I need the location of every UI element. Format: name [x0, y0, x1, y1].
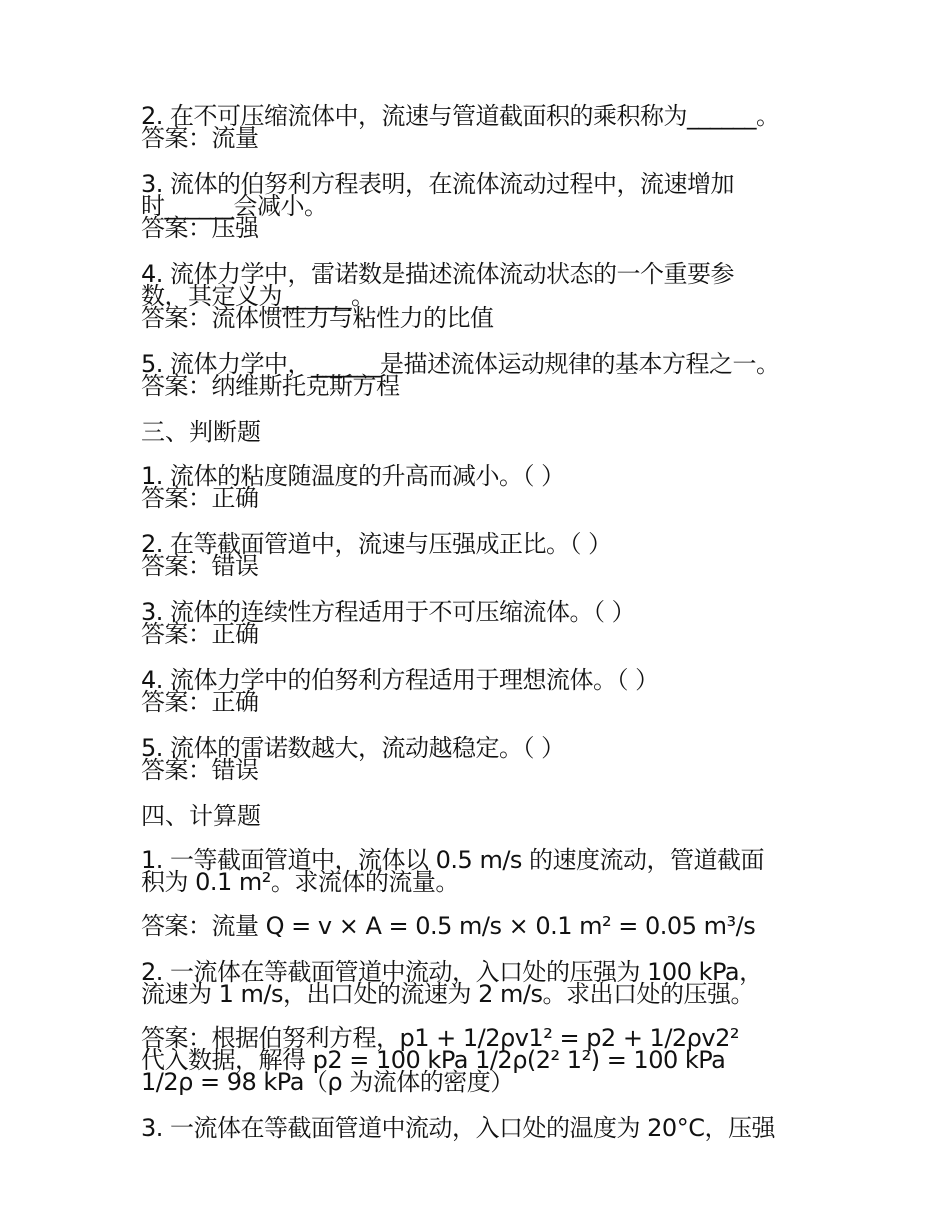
answer-text: 答案：纳维斯托克斯方程: [141, 372, 400, 400]
answer-text: 答案：流量 Q = v × A = 0.5 m/s × 0.1 m² = 0.05 m³/s: [141, 912, 756, 940]
calc-answer-1: [141, 914, 821, 938]
judge-item-4: [141, 668, 821, 714]
question-text: 2. 一流体在等截面管道中流动，入口处的压强为 100 kPa，: [141, 958, 763, 986]
question-text: 积为 0.1 m²。求流体的流量。: [141, 868, 459, 896]
answer-text: 答案：根据伯努利方程，p1 + 1/2ρv1² = p2 + 1/2ρv2²: [141, 1024, 740, 1052]
section-heading-calc: 四、计算题: [141, 802, 261, 830]
fill-item-4: [141, 262, 821, 330]
document-page: [141, 104, 821, 1162]
answer-text: 答案：正确: [141, 484, 259, 512]
calc-question-1: [141, 848, 821, 894]
fill-item-5: [141, 352, 821, 398]
question-text: 2. 在不可压缩流体中，流速与管道截面积的乘积称为______。: [141, 102, 780, 130]
question-text: 4. 流体力学中，雷诺数是描述流体流动状态的一个重要参: [141, 260, 735, 288]
question-text: 时______会减小。: [141, 192, 328, 220]
question-text: 3. 一流体在等截面管道中流动，入口处的温度为 20°C，压强: [141, 1114, 775, 1142]
question-text: 1. 一等截面管道中，流体以 0.5 m/s 的速度流动，管道截面: [141, 846, 765, 874]
calc-question-2: [141, 960, 821, 1006]
answer-text: 答案：压强: [141, 214, 259, 242]
question-text: 数，其定义为______。: [141, 282, 375, 310]
question-text: 4. 流体力学中的伯努利方程适用于理想流体。（ ）: [141, 666, 659, 694]
answer-text: 代入数据，解得 p2 = 100 kPa 1/2ρ(2² 1²) = 100 kPa: [141, 1046, 726, 1074]
judge-item-3: [141, 600, 821, 646]
answer-text: 答案：流量: [141, 124, 259, 152]
question-text: 2. 在等截面管道中，流速与压强成正比。（ ）: [141, 530, 612, 558]
judge-item-1: [141, 464, 821, 510]
calc-answer-2: [141, 1026, 821, 1094]
answer-text: 答案：流体惯性力与粘性力的比值: [141, 304, 494, 332]
answer-text: 1/2ρ = 98 kPa（ρ 为流体的密度）: [141, 1068, 514, 1096]
answer-text: 答案：正确: [141, 688, 259, 716]
answer-text: 答案：正确: [141, 620, 259, 648]
section-heading-judge: 三、判断题: [141, 418, 261, 446]
question-text: 1. 流体的粘度随温度的升高而减小。（ ）: [141, 462, 565, 490]
fill-item-2: [141, 104, 821, 150]
answer-text: 答案：错误: [141, 552, 259, 580]
answer-text: 答案：错误: [141, 756, 259, 784]
judge-item-5: [141, 736, 821, 782]
question-text: 5. 流体的雷诺数越大，流动越稳定。（ ）: [141, 734, 565, 762]
calc-question-3: [141, 1116, 821, 1140]
fill-item-3: [141, 172, 821, 240]
judge-item-2: [141, 532, 821, 578]
question-text: 5. 流体力学中，______是描述流体运动规律的基本方程之一。: [141, 350, 780, 378]
question-text: 3. 流体的连续性方程适用于不可压缩流体。（ ）: [141, 598, 636, 626]
question-text: 3. 流体的伯努利方程表明，在流体流动过程中，流速增加: [141, 170, 735, 198]
question-text: 流速为 1 m/s，出口处的流速为 2 m/s。求出口处的压强。: [141, 980, 754, 1008]
